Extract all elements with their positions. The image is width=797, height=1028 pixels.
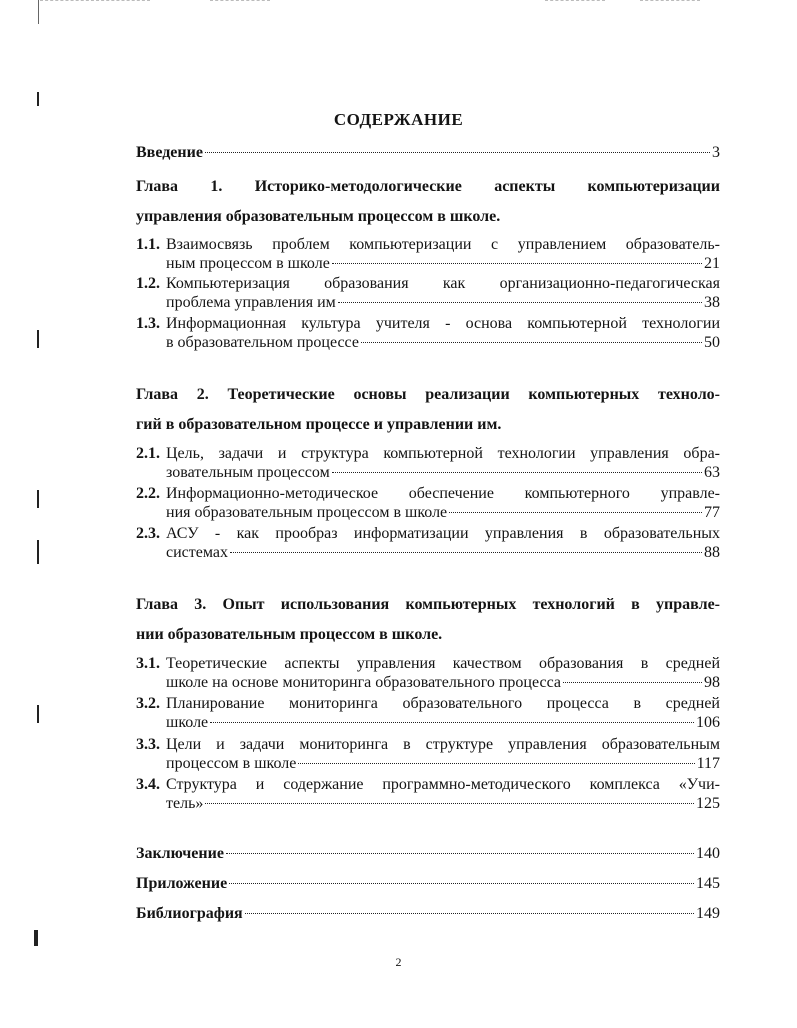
dot-leader [332,472,702,473]
page-title: СОДЕРЖАНИЕ [333,110,464,129]
section-page: 117 [696,755,720,772]
toc-section-2-3 [136,524,720,563]
scan-artifact-line [640,0,700,1]
toc-section-2-1 [136,444,720,483]
toc-final-label: Заключение [136,845,224,862]
toc-section-3-2 [136,694,720,733]
section-number: 1.1. [136,236,160,253]
dot-leader [205,152,710,153]
section-title-line: в образовательном процессе [166,334,359,351]
section-page: 106 [696,714,720,731]
page-number: 2 [395,955,402,969]
section-page: 77 [704,504,720,521]
section-page: 63 [704,464,720,481]
section-title-line: школе на основе мониторинга образовательного процесса [166,674,561,691]
section-title-line: Планирование мониторинга образовательного процесса в средней [166,695,720,712]
toc-final-page: 149 [696,905,720,922]
section-number: 2.2. [136,485,160,502]
toc-final-label: Библиография [136,905,243,922]
section-title-line: системах [166,544,228,561]
dot-leader [226,853,694,854]
toc-final-page: 140 [696,845,720,862]
section-number: 3.1. [136,655,160,672]
chapter-heading-line: управления образовательным процессом в школе. [136,208,501,225]
chapter-heading-line: гий в образовательном процессе и управлении им. [136,416,502,433]
section-number: 1.2. [136,275,160,292]
scan-edge-mark [34,930,38,946]
scan-artifact-line [210,0,270,1]
chapter-heading-line: Глава 3. Опыт использования компьютерных технологий в управле- [136,596,720,613]
section-number: 1.3. [136,315,160,332]
dot-leader [230,552,702,553]
section-title-line: Теоретические аспекты управления качеством образования в средней [166,655,720,672]
section-number: 3.3. [136,736,160,753]
section-title-line: Информационная культура учителя - основа компьютерной технологии [166,315,720,332]
section-page: 38 [704,294,720,311]
section-number: 2.3. [136,525,160,542]
section-title-line: проблема управления им [166,294,336,311]
section-number: 3.4. [136,776,160,793]
section-title-line: Цель, задачи и структура компьютерной технологии управления обра- [166,445,720,462]
scan-edge-mark [37,705,39,723]
scan-artifact-line [545,0,605,1]
section-title-line: Структура и содержание программно-методического комплекса «Учи- [166,776,720,793]
chapter-1-heading [136,172,720,232]
dot-leader [298,763,694,764]
section-title-line: тель» [166,795,204,812]
dot-leader [449,512,702,513]
scan-edge-mark [38,0,39,24]
chapter-3-heading [136,590,720,650]
section-title-line: Информационно-методическое обеспечение компьютерного управле- [166,485,720,502]
section-title-line: ния образовательным процессом в школе [166,504,448,521]
dot-leader [563,682,702,683]
toc-section-1-3 [136,314,720,353]
scan-artifact-line [40,0,150,1]
toc-section-1-1 [136,235,720,274]
section-title-line: АСУ - как прообраз информатизации управления в образовательных [166,525,720,542]
chapter-heading-line: Глава 2. Теоретические основы реализации компьютерных техноло- [136,386,720,403]
toc-appendix-entry [136,874,720,894]
section-page: 88 [704,544,720,561]
dot-leader [229,883,694,884]
chapter-heading-line: нии образовательным процессом в школе. [136,626,443,643]
toc-final-page: 145 [696,875,720,892]
toc-section-3-4 [136,775,720,814]
scan-edge-mark [37,540,39,564]
section-title-line: Цели и задачи мониторинга в структуре управления образовательным [166,736,720,753]
section-page: 98 [704,674,720,691]
section-title-line: школе [166,714,209,731]
scan-edge-mark [37,92,39,106]
dot-leader [332,263,702,264]
section-number: 3.2. [136,695,160,712]
section-number: 2.1. [136,445,160,462]
section-title-line: ным процессом в школе [166,255,330,272]
toc-final-label: Приложение [136,875,228,892]
toc-intro-label: Введение [136,144,203,161]
toc-section-3-3 [136,735,720,774]
chapter-2-heading [136,380,720,440]
toc-intro-page: 3 [712,144,720,161]
toc-conclusion-entry [136,844,720,864]
section-page: 125 [696,795,720,812]
toc-bibliography-entry [136,904,720,924]
dot-leader [361,342,702,343]
scan-edge-mark [37,330,39,348]
section-page: 50 [704,334,720,351]
dot-leader [245,913,694,914]
section-title-line: Компьютеризация образования как организационно-педагогическая [166,275,720,292]
section-title-line: процессом в школе [166,755,297,772]
dot-leader [210,722,694,723]
toc-intro-entry [136,143,720,163]
chapter-heading-line: Глава 1. Историко-методологические аспекты компьютеризации [136,178,720,195]
section-title-line: Взаимосвязь проблем компьютеризации с управлением образователь- [166,236,720,253]
dot-leader [338,302,702,303]
section-title-line: зовательным процессом [166,464,330,481]
section-page: 21 [704,255,720,272]
dot-leader [205,803,694,804]
scan-edge-mark [37,490,39,508]
toc-section-2-2 [136,484,720,523]
toc-section-1-2 [136,274,720,313]
toc-section-3-1 [136,654,720,693]
